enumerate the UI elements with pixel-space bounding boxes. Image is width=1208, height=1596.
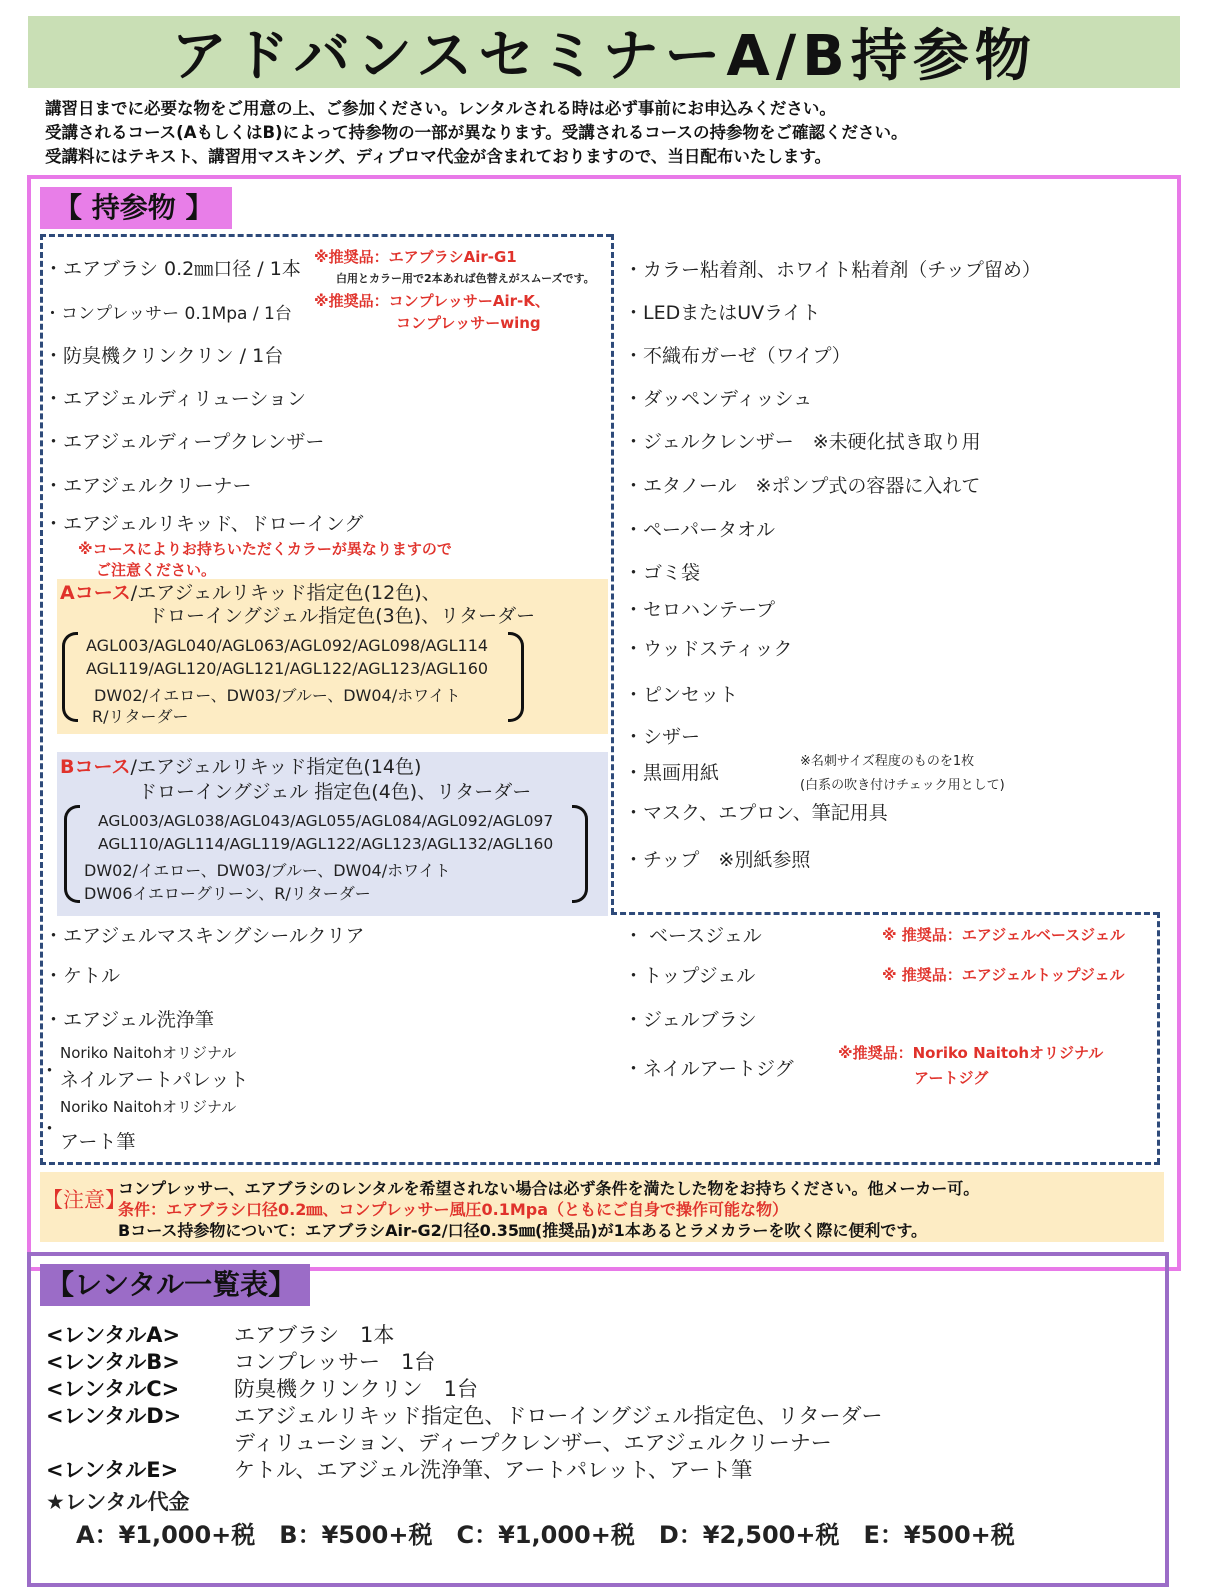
list-item: ・不織布ガーゼ（ワイプ） [624,345,851,367]
caution-condition: 条件：エアブラシ口径0.2㎜、コンプレッサー風圧0.1Mpa（ともにご自身で操作可能な物） [118,1200,789,1219]
list-item: ・エアブラシ 0.2㎜口径 / 1本 [44,258,301,280]
airbrush-note: 白用とカラー用で2本あれば色替えがスムーズです。 [336,272,595,285]
course-note-2: ご注意ください。 [96,561,217,579]
palette-item: ネイルアートパレット [60,1069,249,1091]
brush-brand: Noriko Naitohオリジナル [60,1098,237,1116]
bracket-right [508,632,524,722]
list-item: ・ジェルブラシ [624,1009,757,1031]
list-item: ・マスク、エプロン、筆記用具 [624,802,888,824]
list-item: ・トップジェル [624,965,756,987]
recommend-compressor: ※推奨品：コンプレッサーAir-K、 [314,292,550,310]
list-item: ・ゴミ袋 [624,562,701,584]
list-item: ・黒画用紙 [624,762,720,784]
recommend-compressor-2: コンプレッサーwing [396,314,541,332]
bracket-right [572,805,588,903]
intro-text [45,97,907,169]
recommend-base: ※ 推奨品：エアジェルベースジェル [882,926,1125,944]
palette-brand: Noriko Naitohオリジナル [60,1044,237,1062]
course-a-desc-2: ドローイングジェル指定色(3色)、リターダー [148,605,536,627]
course-a-code: AGL119/AGL120/AGL121/AGL122/AGL123/AGL160 [86,659,489,678]
course-note: ※コースによりお持ちいただくカラーが異なりますので [78,540,452,558]
rental-value: コンプレッサー 1台 [234,1350,436,1374]
paper-note: ※名刺サイズ程度のものを1枚 [800,754,975,769]
rental-value: 防臭機クリンクリン 1台 [234,1377,478,1401]
list-item: ・コンプレッサー 0.1Mpa / 1台 [44,304,292,324]
list-item: ・ケトル [44,965,121,987]
recommend-top: ※ 推奨品：エアジェルトップジェル [882,966,1125,984]
recommend-jig: ※推奨品：Noriko Naitohオリジナル [838,1044,1104,1062]
rental-key: <レンタルB> [46,1350,180,1374]
mochimono-label: 【 持参物 】 [40,187,232,229]
list-item: ・ダッペンディッシュ [624,388,813,410]
list-item: ・エタノール ※ポンプ式の容器に入れて [624,475,981,497]
list-item: ・エアジェルマスキングシールクリア [44,925,365,947]
rental-value: エアジェルリキッド指定色、ドローイングジェル指定色、リターダー [234,1404,883,1428]
dashed-border-mid-h [611,912,1159,915]
price-heading: ★レンタル代金 [46,1490,190,1514]
paper-note-2: (白系の吹き付けチェック用として) [800,778,1005,793]
list-item: ・LEDまたはUVライト [624,302,821,324]
list-item: ・ピンセット [624,684,739,706]
bullet: ・ [40,1060,60,1082]
dashed-border-bottom [40,1162,1160,1165]
page-title: アドバンスセミナーA/B持参物 [171,24,1037,89]
rental-value: ディリューション、ディープクレンザー、エアジェルクリーナー [234,1431,832,1455]
rental-value: ケトル、エアジェル洗浄筆、アートパレット、アート筆 [234,1458,753,1482]
rental-key: <レンタルD> [46,1404,182,1428]
course-b-desc: /エアジェルリキッド指定色(14色) [130,756,422,778]
course-a-name: Aコース [60,582,131,604]
caution-label: 【注意】 [42,1188,126,1212]
course-b-name: Bコース [60,756,131,778]
intro-line: 講習日までに必要な物をご用意の上、ご参加ください。レンタルされる時は必ず事前にお申込みください。 [45,99,836,118]
course-a-code: DW02/イエロー、DW03/ブルー、DW04/ホワイト [94,686,461,705]
course-a-desc: /エアジェルリキッド指定色(12色)、 [130,582,441,604]
title-banner [28,16,1180,88]
course-b-desc-2: ドローイングジェル 指定色(4色)、リターダー [138,781,532,803]
rental-key: <レンタルA> [46,1323,181,1347]
dashed-border-left [40,234,43,1164]
list-item: ・ジェルクレンザー ※未硬化拭き取り用 [624,431,981,453]
list-item: ・エアジェルリキッド、ドローイング [44,513,364,535]
list-item: ・ペーパータオル [624,519,776,541]
list-item: ・エアジェルディリューション [44,388,307,410]
list-item: ・シザー [624,726,701,748]
list-item: ・防臭機クリンクリン / 1台 [44,345,284,367]
recommend-airbrush: ※推奨品：エアブラシAir-G1 [314,248,517,266]
list-item: ・ウッドスティック [624,638,793,660]
dashed-border-mid [611,234,614,914]
course-b-code: AGL003/AGL038/AGL043/AGL055/AGL084/AGL092/AGL097 [98,812,554,830]
course-b-code: DW06イエローグリーン、R/リターダー [84,884,371,903]
rental-value: エアブラシ 1本 [234,1323,395,1347]
list-item: ・エアジェル洗浄筆 [44,1009,214,1031]
recommend-jig-2: アートジグ [914,1069,989,1087]
intro-line: 受講料にはテキスト、講習用マスキング、ディプロマ代金が含まれておりますので、当日配布いたします。 [45,147,832,166]
bracket-left [64,805,80,903]
dashed-border-top-left [40,234,612,237]
caution-line: コンプレッサー、エアブラシのレンタルを希望されない場合は必ず条件を満たした物をお持ちください。他メーカー可。 [118,1179,980,1198]
list-item: ・カラー粘着剤、ホワイト粘着剤（チップ留め） [624,259,1041,281]
dashed-border-right [1157,912,1160,1164]
bracket-left [62,632,78,722]
list-item: ・エアジェルディープクレンザー [44,431,325,453]
rental-key: <レンタルC> [46,1377,180,1401]
list-item: ・セロハンテープ [624,599,776,621]
list-item: ・ネイルアートジグ [624,1058,794,1080]
course-a-code: AGL003/AGL040/AGL063/AGL092/AGL098/AGL114 [86,636,489,655]
intro-line: 受講されるコース(AもしくはB)によって持参物の一部が異なります。受講されるコースの持参物をご確認ください。 [45,123,908,142]
brush-item: アート筆 [60,1131,136,1153]
rental-key: <レンタルE> [46,1458,179,1482]
caution-line: Bコース持参物について：エアブラシAir-G2/口径0.35㎜(推奨品)が1本あるとラメカラーを吹く際に便利です。 [118,1221,928,1240]
price-list: A：¥1,000+税 B：¥500+税 C：¥1,000+税 D：¥2,500+税 E：¥500+税 [76,1521,1015,1549]
course-a-code: R/リターダー [92,707,189,726]
course-b-heading [60,752,421,779]
list-item: ・ ベースジェル [624,925,762,947]
rental-label: 【レンタル一覧表】 [40,1264,310,1306]
bullet: ・ [40,1118,60,1140]
course-b-code: AGL110/AGL114/AGL119/AGL122/AGL123/AGL132/AGL160 [98,835,554,853]
list-item: ・エアジェルクリーナー [44,475,252,497]
list-item: ・チップ ※別紙参照 [624,849,811,871]
course-b-code: DW02/イエロー、DW03/ブルー、DW04/ホワイト [84,861,451,880]
